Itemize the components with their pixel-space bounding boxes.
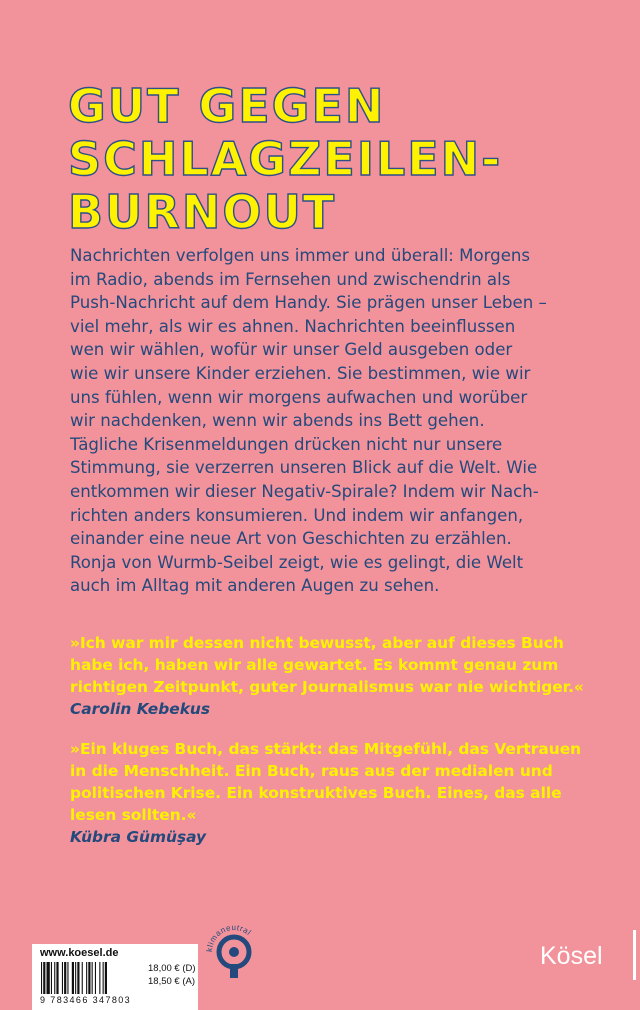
- quote-author: Carolin Kebekus: [70, 700, 211, 718]
- climate-neutral-icon: [204, 912, 264, 982]
- quote-line: richtigen Zeitpunkt, guter Journalismus war nie wichtiger.«: [70, 678, 584, 696]
- climate-badge-label: klimaneutral: [204, 922, 254, 953]
- book-blurb: [70, 244, 630, 598]
- blurb-line: viel mehr, als wir es ahnen. Nachrichten beeinflussen: [70, 316, 516, 336]
- barcode-stripe: [72, 962, 74, 994]
- quote-line: »Ein kluges Buch, das stärkt: das Mitgefühl, das Vertrauen: [70, 740, 582, 758]
- quote-author: Kübra Gümüşay: [70, 828, 207, 846]
- headline-line: GUT GEGEN: [68, 79, 386, 133]
- blurb-line: auch im Alltag mit anderen Augen zu sehen.: [70, 576, 440, 596]
- quote-line: in die Menschheit. Ein Buch, raus aus der medialen und: [70, 762, 553, 780]
- barcode-bars: [40, 962, 144, 994]
- barcode-stripe: [41, 962, 42, 994]
- barcode-stripe: [62, 962, 63, 994]
- barcode-stripe: [82, 962, 83, 994]
- barcode-stripe: [99, 962, 100, 994]
- barcode-stripe: [47, 962, 50, 994]
- quote-line: »Ich war mir dessen nicht bewusst, aber auf dieses Buch: [70, 634, 564, 652]
- barcode-stripe: [54, 962, 55, 994]
- quote-line: politischen Krise. Ein konstruktives Buch. Eines, das alle: [70, 784, 562, 802]
- blurb-line: Stimmung, sie verzerren unseren Blick auf die Welt. Wie: [70, 458, 538, 478]
- barcode-stripe: [43, 962, 45, 994]
- price-de: 18,00 € (D): [148, 963, 196, 974]
- blurb-line: entkommen wir dieser Negativ-Spirale? Indem wir Nach-: [70, 481, 539, 501]
- book-headline: [68, 80, 502, 239]
- headline-line: SCHLAGZEILEN-: [68, 132, 503, 186]
- blurb-line: wie wir unsere Kinder erziehen. Sie bestimmen, wie wir: [70, 363, 531, 383]
- isbn-digits: 9 783466 347803: [40, 995, 132, 1005]
- barcode-stripe: [51, 962, 52, 994]
- blurb-line: Nachrichten verfolgen uns immer und überall: Morgens: [70, 246, 531, 265]
- blurb-line: wir nachdenken, wenn wir abends ins Bett gehen.: [70, 411, 485, 431]
- blurb-line: wen wir wählen, wofür wir unser Geld ausgeben oder: [70, 340, 513, 360]
- barcode-stripe: [86, 962, 87, 994]
- price-at: 18,50 € (A): [148, 976, 195, 987]
- blurb-line: im Radio, abends im Fernsehen und zwischendrin als: [70, 269, 511, 289]
- blurb-line: Ronja von Wurmb-Seibel zeigt, wie es gelingt, die Welt: [70, 552, 524, 572]
- spine-edge: [633, 930, 636, 980]
- quote-kebekus: [70, 632, 630, 720]
- barcode-stripe: [103, 962, 104, 994]
- barcode-stripe: [105, 962, 107, 994]
- barcode-stripe: [77, 962, 79, 994]
- barcode-stripe: [88, 962, 90, 994]
- blurb-line: uns fühlen, wenn wir morgens aufwachen und worüber: [70, 387, 528, 407]
- price-block: [148, 962, 196, 988]
- barcode-stripe: [75, 962, 76, 994]
- barcode-stripe: [67, 962, 68, 994]
- blurb-line: richten anders konsumieren. Und indem wir anfangen,: [70, 505, 524, 525]
- barcode-stripe: [64, 962, 66, 994]
- blurb-line: Push-Nachricht auf dem Handy. Sie prägen unser Leben –: [70, 293, 547, 313]
- barcode-stripe: [95, 962, 96, 994]
- barcode-stripe: [92, 962, 93, 994]
- blurb-line: Tägliche Krisenmeldungen drücken nicht nur unsere: [70, 434, 503, 454]
- publisher-logo: Kösel: [540, 942, 603, 970]
- headline-line: BURNOUT: [68, 185, 337, 239]
- barcode-label: [32, 944, 198, 1010]
- blurb-line: einander eine neue Art von Geschichten zu erzählen.: [70, 529, 512, 549]
- publisher-url: www.koesel.de: [40, 947, 119, 959]
- quote-guemuesay: [70, 738, 630, 848]
- quote-line: habe ich, haben wir alle gewartet. Es kommt genau zum: [70, 656, 559, 674]
- quote-line: lesen sollten.«: [70, 806, 197, 824]
- barcode-stripe: [56, 962, 58, 994]
